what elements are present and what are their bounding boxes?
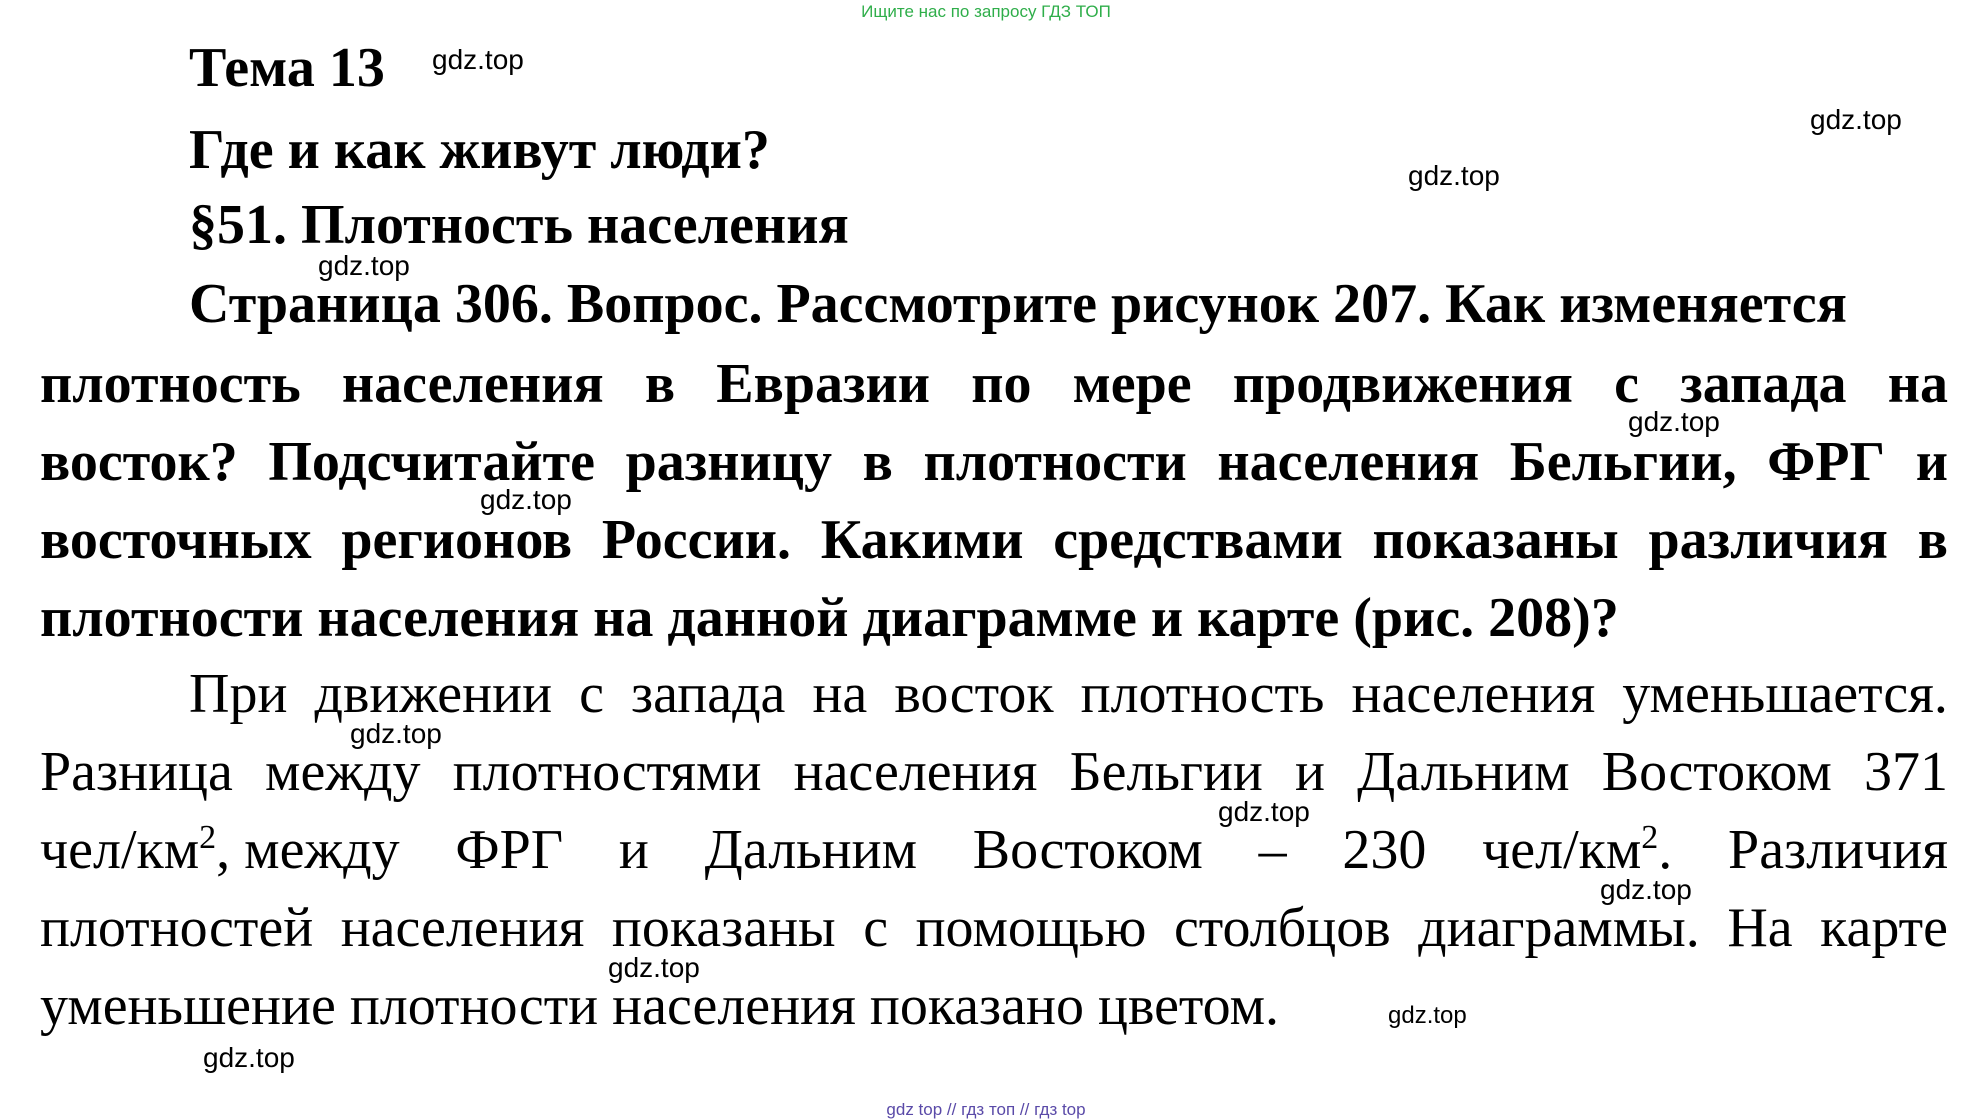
answer-line-4 (40, 897, 1948, 959)
watermark: gdz.top (608, 952, 700, 983)
word: Бельгии, (1509, 431, 1737, 493)
topic-number: Тема 13 (189, 37, 385, 99)
answer-line-3 (40, 819, 1948, 881)
question-line-1: Страница 306. Вопрос. Рассмотрите рисунок 207. Как изменяется (189, 273, 1847, 335)
watermark: gdz.top (1408, 160, 1500, 191)
word: восточных (40, 509, 312, 571)
unit-word: чел/$км^2$, между (40, 819, 400, 881)
word: движении (314, 663, 553, 725)
word: в (644, 353, 676, 415)
word: карте (1820, 897, 1948, 959)
word: населения (1217, 431, 1480, 493)
word: и (1295, 741, 1326, 803)
word: Какими (820, 509, 1024, 571)
word: показаны (611, 897, 836, 959)
word: Подсчитайте (268, 431, 596, 493)
word: восток? (40, 431, 238, 493)
watermark: gdz.top (1388, 1002, 1467, 1029)
word: ФРГ (1767, 431, 1886, 493)
word: 371 (1863, 741, 1948, 803)
word: восток (894, 663, 1054, 725)
question-line-4 (40, 509, 1948, 571)
section-title: §51. Плотность населения (189, 194, 849, 256)
word: и (1915, 431, 1948, 493)
word: помощью (915, 897, 1147, 959)
word: в (862, 431, 893, 493)
word: диаграммы. (1418, 897, 1700, 959)
word: плотности (923, 431, 1187, 493)
word: населения (1351, 663, 1596, 725)
question-line-2 (40, 353, 1948, 415)
watermark: gdz.top (1628, 406, 1720, 437)
word: Разница (40, 741, 233, 803)
word: на (812, 663, 868, 725)
question-line-3 (40, 431, 1948, 493)
word: Дальним (1357, 741, 1570, 803)
word: разницу (625, 431, 833, 493)
word: столбцов (1173, 897, 1391, 959)
word: плотность (1080, 663, 1325, 725)
word: продвижения (1232, 353, 1573, 415)
word: При (189, 663, 288, 725)
word: Востоком (1601, 741, 1832, 803)
watermark: gdz.top (1218, 796, 1310, 827)
word: Различия (1728, 819, 1948, 881)
word: в (1917, 509, 1948, 571)
word: мере (1072, 353, 1192, 415)
word: различия (1648, 509, 1888, 571)
word: населения (793, 741, 1038, 803)
word: по (971, 353, 1032, 415)
watermark: gdz.top (350, 718, 442, 749)
answer-line-1 (189, 663, 1948, 725)
word: плотностей (40, 897, 314, 959)
word: ФРГ (455, 819, 564, 881)
word: плотность (40, 353, 301, 415)
word: средствами (1053, 509, 1343, 571)
answer-line-2 (40, 741, 1948, 803)
top-banner: Ищите нас по запросу ГДЗ ТОП (861, 2, 1111, 21)
footer: gdz top // гдз топ // гдз top (886, 1100, 1086, 1119)
word: населения (341, 353, 604, 415)
word: с (1614, 353, 1640, 415)
word: регионов (341, 509, 573, 571)
word: На (1727, 897, 1793, 959)
watermark: gdz.top (318, 250, 410, 281)
word: населения (340, 897, 585, 959)
word: запада (631, 663, 786, 725)
word: с (579, 663, 604, 725)
word: России. (601, 509, 791, 571)
question-line-5: плотности населения на данной диаграмме и карте (рис. 208)? (40, 587, 1619, 649)
word: запада (1680, 353, 1847, 415)
word: показаны (1372, 509, 1619, 571)
word: Бельгии (1069, 741, 1263, 803)
word: на (1887, 353, 1948, 415)
word: плотностями (452, 741, 762, 803)
watermark: gdz.top (1600, 874, 1692, 905)
answer-line-5: уменьшение плотности населения показано цветом. (40, 975, 1280, 1037)
topic-title: Где и как живут люди? (189, 119, 770, 181)
watermark: gdz.top (1810, 104, 1902, 135)
unit-word: чел/$км^2$. (1482, 819, 1673, 881)
watermark: gdz.top (480, 484, 572, 515)
word: уменьшается. (1622, 663, 1948, 725)
word: Евразии (716, 353, 931, 415)
word: 230 (1342, 819, 1427, 881)
watermark: gdz.top (203, 1042, 295, 1073)
word: с (863, 897, 889, 959)
watermark: gdz.top (432, 44, 524, 75)
word: между (265, 741, 421, 803)
word: Дальним (704, 819, 918, 881)
word: и (618, 819, 649, 881)
word: – (1258, 819, 1287, 881)
word: Востоком (972, 819, 1203, 881)
